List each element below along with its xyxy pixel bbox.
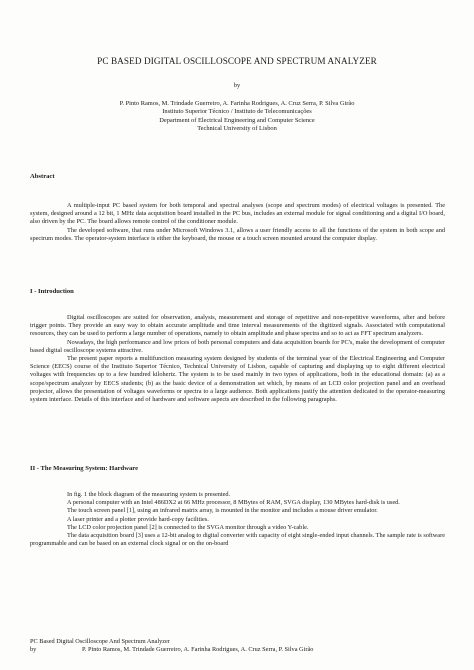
intro-paragraph: The present paper reports a multifunction measuring system designed by students of the terminal year of the Electrical Engineering and Computer Science (EECS) course of the Instituto Superior Técnico, Technical University of Lisbon, capable of capturing and displaying up to eight different electrical voltages with frequencies up to a few hundred kilohertz. The system is to be used mainly in two types of applications, both in the educational domain: (a) as a scope/spectrum analyzer by EECS students; (b) as the basic device of a demonstration set which, by means of an LCD color projection panel and an overhead projector, allows the presentation of voltages waveforms or spectra to a large audience. Both applications justify the attention dedicated to the operator-measuring system interface. Details of this interface and of hardware and software aspects are described in the following paragraphs. bbox=[30, 355, 445, 404]
footer-authors bbox=[30, 646, 445, 654]
hardware-body bbox=[30, 491, 445, 548]
abstract-paragraph: A multiple-input PC based system for both temporal and spectral analyses (scope and spectrum modes) of electrical voltages is presented. The system, designed around a 12 bit, 1 MHz data acquisition board installed in the PC bus, includes an external module for signal conditioning and a digital I/O board, also driven by the PC. The board allows remote control of the conditioner module. bbox=[30, 202, 445, 226]
hardware-heading: II - The Measuring System: Hardware bbox=[30, 465, 138, 472]
running-footer bbox=[30, 638, 445, 654]
abstract-heading: Abstract bbox=[30, 173, 55, 180]
hardware-paragraph: A personal computer with an Intel 486DX2 at 66 MHz processor, 8 MBytes of RAM, SVGA display, 130 MBytes hard-disk is used. bbox=[67, 499, 400, 507]
paper-title: PC BASED DIGITAL OSCILLOSCOPE AND SPECTRUM ANALYZER bbox=[97, 56, 377, 66]
author-department: Department of Electrical Engineering and Computer Science bbox=[159, 116, 315, 124]
abstract-paragraph: The developed software, that runs under Microsoft Windows 3.1, allows a user friendly access to all the functions of the system in both scope and spectrum modes. The operator-system interface is either the keyboard, the mouse or a touch screen mounted around the computer display. bbox=[30, 226, 445, 242]
hardware-paragraph: The data acquisition board [3] uses a 12-bit analog to digital converter with capacity of eight single-ended input channels. The sample rate is software programmable and can be based on an external clock signal or on the on-board bbox=[30, 532, 445, 548]
author-block bbox=[40, 100, 434, 133]
author-institute: Instituto Superior Técnico / Instituto de Telecomunicações bbox=[162, 108, 312, 116]
footer-title: PC Based Digital Oscilloscope And Spectrum Analyzer bbox=[30, 638, 170, 645]
intro-paragraph: Nowadays, the high performance and low prices of both personal computers and data acquisition boards for PC's, make the development of computer based digital oscilloscope systems attractive. bbox=[30, 338, 445, 354]
author-university: Technical University of Lisbon bbox=[197, 124, 277, 132]
intro-body bbox=[30, 314, 445, 404]
author-names: P. Pinto Ramos, M. Trindade Guerreiro, A. Farinha Rodrigues, A. Cruz Serra, P. Silva Girão bbox=[119, 100, 355, 107]
footer-by: by bbox=[30, 646, 37, 654]
footer-author-names: P. Pinto Ramos, M. Trindade Guerreiro, A. Farinha Rodrigues, A. Cruz Serra, P. Silva Girão bbox=[82, 646, 314, 654]
intro-heading: I - Introduction bbox=[30, 288, 74, 295]
abstract-body bbox=[30, 202, 445, 243]
hardware-paragraph: A laser printer and a plotter provide hard-copy facilities. bbox=[67, 515, 209, 523]
hardware-paragraph: In fig. 1 the block diagram of the measuring system is presented. bbox=[67, 491, 231, 498]
hardware-paragraph: The touch screen panel [1], using an infrared matrix array, is mounted in the monitor and includes a mouse driver emulator. bbox=[67, 507, 378, 515]
by-line: by bbox=[233, 82, 241, 89]
hardware-paragraph: The LCD color projection panel [2] is connected to the SVGA monitor through a video Y-cable. bbox=[67, 523, 309, 531]
intro-paragraph: Digital oscilloscopes are suited for observation, analysis, measurement and storage of repetitive and non-repetitive waveforms, after and before trigger points. They provide an easy way to obtain accurate amplitude and time interval measurements of the digitized signals. Associated with computational resources, they can be used to perform a large number of operations, namely to obtain amplitude and phase spectra and so to act as FFT spectrum analyzers. bbox=[30, 314, 445, 338]
